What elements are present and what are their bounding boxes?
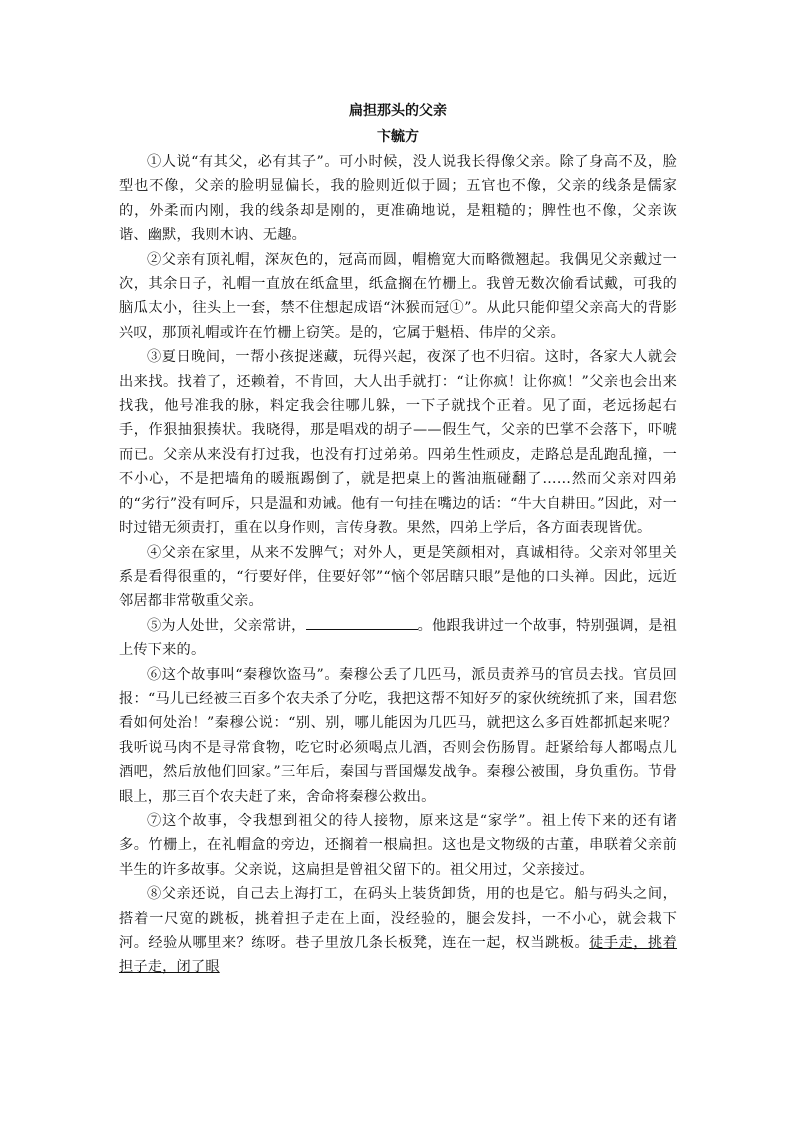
article-author: 卞毓方 <box>377 129 419 145</box>
paragraph-8-text: ⑧父亲还说，自己去上海打工，在码头上装货卸货，用的也是它。船与码头之间，搭着一尺宽的跳板，挑着担子走在上面，没经验的，腿会发抖，一不小心，就会栽下河。经验从哪里来？练呀。巷子里放几条长板凳，连在一起，权当跳板。 <box>119 886 677 951</box>
paragraph-1: ①人说“有其父，必有其子”。可小时候，没人说我长得像父亲。除了身高不及，脸型也不像，父亲的脸明显偏长，我的脸则近似于圆；五官也不像，父亲的线条是儒家的，外柔而内刚，我的线条却是刚的，更准确地说，是粗糙的；脾性也不像，父亲诙谐、幽默，我则木讷、无趣。 <box>119 154 677 244</box>
article-title: 扁担那头的父亲 <box>349 103 447 119</box>
paragraph-5-after-blank: 。他跟我讲过一个故事，特别强调，是祖上传下来的。 <box>119 617 678 659</box>
document-page <box>119 100 677 980</box>
paragraph-5-before-blank: ⑤为人处世，父亲常讲， <box>147 617 306 634</box>
paragraph-4: ④父亲在家里，从来不发脾气；对外人，更是笑颜相对，真诚相待。父亲对邻里关系是看得很重的，“行要好伴，住要好邻”“恼个邻居瞎只眼”是他的口头禅。因此，远近邻居都非常敬重父亲。 <box>119 544 677 610</box>
paragraph-6: ⑥这个故事叫“秦穆饮盗马”。秦穆公丢了几匹马，派员责养马的官员去找。官员回报：“马儿已经被三百多个农夫杀了分吃，我把这帮不知好歹的家伙统统抓了来，国君您看如何处治！”秦穆公说：“别、别，哪儿能因为几匹马，就把这么多百姓都抓起来呢？我听说马肉不是寻常食物，吃它时必须喝点儿酒，否则会伤肠胃。赶紧给每人都喝点儿酒吧，然后放他们回家。”三年后，秦国与晋国爆发战争。秦穆公被围，身负重伤。节骨眼上，那三百个农夫赶了来，舍命将秦穆公救出。 <box>119 666 677 805</box>
paragraph-2: ②父亲有顶礼帽，深灰色的，冠高而圆，帽檐宽大而略微翘起。我偶见父亲戴过一次，其余日子，礼帽一直放在纸盒里，纸盒搁在竹栅上。我曾无数次偷看试戴，可我的脑瓜太小，往头上一套，禁不住想起成语“沐猴而冠①”。从此只能仰望父亲高大的背影兴叹，那顶礼帽或许在竹栅上窃笑。是的，它属于魁梧、伟岸的父亲。 <box>119 251 677 341</box>
underlined-sentence: 徒手走，挑着担子走，闭了眼 <box>119 935 678 976</box>
paragraph-7: ⑦这个故事，令我想到祖父的待人接物，原来这是“家学”。祖上传下来的还有诸多。竹栅上，在礼帽盒的旁边，还搁着一根扁担。这也是文物级的古董，串联着父亲前半生的许多故事。父亲说，这扁担是曾祖父留下的。祖父用过，父亲接过。 <box>119 812 677 878</box>
paragraph-8 <box>119 882 677 980</box>
paragraph-5 <box>119 614 677 663</box>
paragraph-3: ③夏日晚间，一帮小孩捉迷藏，玩得兴起，夜深了也不归宿。这时，各家大人就会出来找。找着了，还赖着，不肯回，大人出手就打：“让你疯！让你疯！”父亲也会出来找我，他号准我的脉，料定我会往哪儿躲，一下子就找个正着。见了面，老远扬起右手，作狠抽狠揍状。我晓得，那是唱戏的胡子——假生气，父亲的巴掌不会落下，吓唬而已。父亲从来没有打过我，也没有打过弟弟。四弟生性顽皮，走路总是乱跑乱撞，一不小心，不是把墙角的暖瓶踢倒了，就是把桌上的酱油瓶碰翻了……然而父亲对四弟的“劣行”没有呵斥，只是温和劝诫。他有一句挂在嘴边的话：“牛大自耕田。”因此，对一时过错无须责打，重在以身作则，言传身教。果然，四弟上学后，各方面表现皆优。 <box>119 349 677 537</box>
fill-in-blank <box>306 615 418 630</box>
